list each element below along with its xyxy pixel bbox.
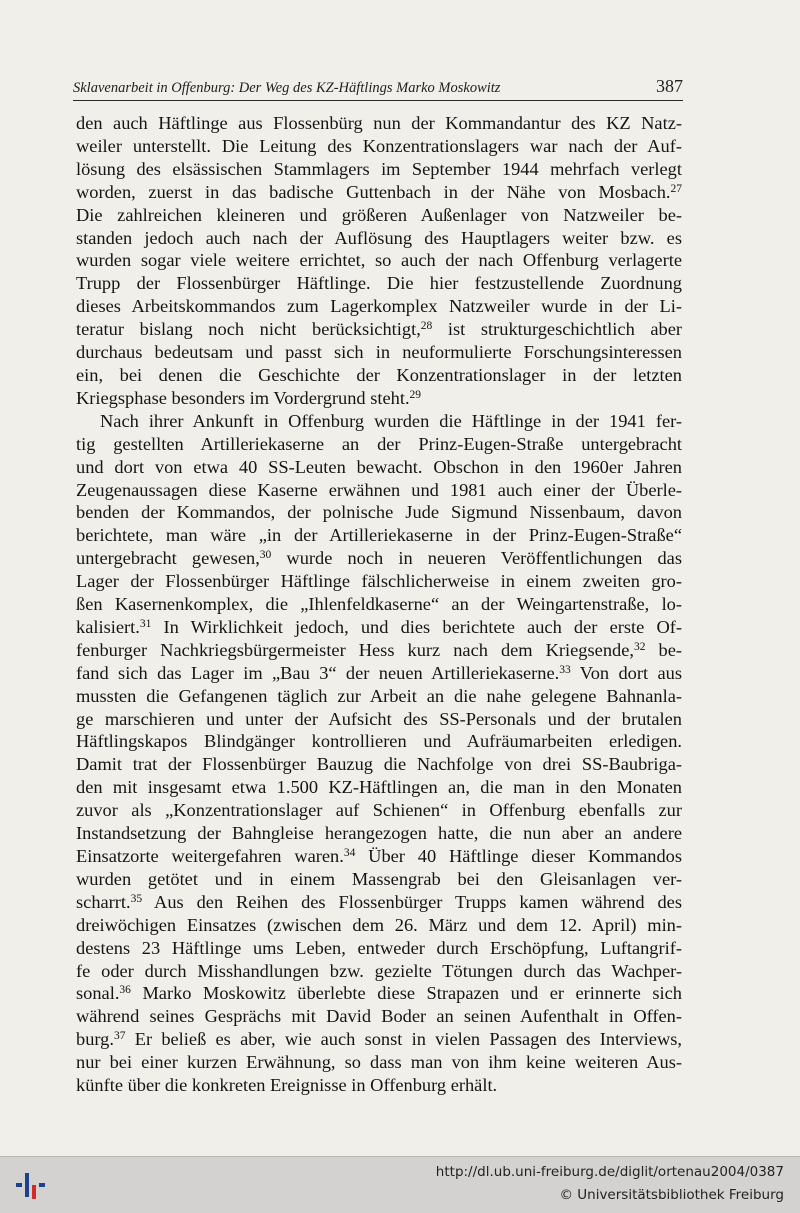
line-text: Nach ihrer Ankunft in Offenburg wurden die Häftlinge in der 1941 fer- — [100, 410, 682, 431]
text-line — [76, 570, 682, 593]
permalink-url[interactable]: http://dl.ub.uni-freiburg.de/diglit/ortenau2004/0387 — [435, 1164, 784, 1180]
text-line — [76, 1051, 682, 1074]
text-line — [76, 524, 682, 547]
line-text: benden der Kommandos, der polnische Jude Sigmund Nissenbaum, davon — [76, 502, 682, 523]
line-text: den mit insgesamt etwa 1.500 KZ-Häftlingen an, die man in den Monaten — [76, 777, 682, 798]
line-text: Häftlingskapos Blindgänger kontrollieren und Aufräumarbeiten erledigen. — [76, 731, 682, 752]
line-text-continued: In Wirklichkeit jedoch, und dies berichtete auch der erste Of- — [151, 616, 682, 637]
line-text: destens 23 Häftlinge ums Leben, entweder durch Erschöpfung, Luftangrif- — [76, 937, 682, 958]
line-text: worden, zuerst in das badische Guttenbach in der Nähe von Mosbach. — [76, 181, 671, 202]
text-line — [76, 708, 682, 731]
line-text: Trupp der Flossenbürger Häftlinge. Die hier festzustellende Zuordnung — [76, 273, 682, 294]
text-line — [76, 891, 682, 914]
line-text: sonal. — [76, 983, 120, 1004]
text-line — [76, 776, 682, 799]
footnote-marker: 28 — [420, 320, 433, 333]
line-text: Instandsetzung der Bahngleise herangezogen hatte, die nun aber an andere — [76, 823, 682, 844]
line-text: fe oder durch Misshandlungen bzw. gezielte Tötungen durch das Wachper- — [76, 960, 682, 981]
line-text: tig gestellten Artilleriekaserne an der Prinz-Eugen-Straße untergebracht — [76, 433, 682, 454]
text-line — [76, 204, 682, 227]
text-line — [76, 272, 682, 295]
line-text: Damit trat der Flossenbürger Bauzug die Nachfolge von drei SS-Baubriga- — [76, 754, 682, 775]
line-text: kalisiert. — [76, 616, 140, 637]
footnote-marker: 34 — [343, 847, 356, 859]
footnote-marker: 27 — [670, 182, 682, 195]
text-line — [76, 662, 682, 685]
text-line — [76, 295, 682, 318]
footnote-marker: 37 — [113, 1030, 126, 1043]
line-text: nur bei einer kurzen Erwähnung, so dass man von ihm keine weiteren Aus- — [76, 1052, 682, 1073]
text-line — [76, 501, 682, 524]
line-text: wurden sogar viele weitere errichtet, so auch der nach Offenburg verlagerte — [76, 250, 682, 271]
text-line — [76, 410, 682, 433]
line-text: zuvor als „Konzentrationslager auf Schienen“ in Offenburg ebenfalls zur — [76, 800, 682, 821]
text-line — [76, 868, 682, 891]
line-text: lösung des elsässischen Stammlagers im September 1944 mehrfach verlegt — [76, 158, 682, 179]
text-line — [76, 593, 682, 616]
text-line — [76, 914, 682, 937]
line-text: weiler unterstellt. Die Leitung des Konzentrationslagers war nach der Auf- — [76, 135, 682, 156]
line-text: Kriegsphase besonders im Vordergrund steht. — [76, 387, 410, 408]
line-text-continued: Marko Moskowitz überlebte diese Strapazen und er erinnerte sich — [130, 983, 682, 1004]
text-line — [76, 547, 682, 570]
line-text-continued: be- — [645, 639, 682, 660]
line-text: teratur bislang noch nicht berücksichtigt, — [76, 319, 421, 340]
text-line — [76, 364, 682, 387]
line-text: und dort von etwa 40 SS-Leuten bewacht. Obschon in den 1960er Jahren — [76, 456, 682, 477]
line-text: dieses Arbeitskommandos zum Lagerkomplex Natzweiler wurde in der Li- — [76, 296, 682, 317]
text-line — [76, 960, 682, 983]
line-text: Lager der Flossenbürger Häftlinge fälschlicherweise in einem zweiten gro- — [76, 571, 682, 592]
text-line — [76, 341, 682, 364]
running-title: Sklavenarbeit in Offenburg: Der Weg des KZ-Häftlings Marko Moskowitz — [73, 80, 501, 96]
text-line — [76, 685, 682, 708]
line-text: Einsatzorte weitergefahren waren. — [76, 846, 344, 866]
footnote-marker: 30 — [259, 549, 272, 562]
line-text: durchaus bedeutsam und passt sich in neuformulierte Forschungsinteressen — [76, 342, 682, 363]
footnote-marker: 33 — [559, 663, 571, 676]
text-line — [76, 982, 682, 1005]
text-line — [76, 112, 682, 135]
line-text: ein, bei denen die Geschichte der Konzentrationslager in der letzten — [76, 364, 682, 385]
line-text: ßen Kasernenkomplex, die „Ihlenfeldkaserne“ an der Weingartenstraße, lo- — [76, 594, 682, 615]
line-text: fand sich das Lager im „Bau 3“ der neuen Artilleriekaserne. — [76, 662, 560, 683]
text-line — [76, 158, 682, 181]
text-line — [76, 387, 682, 410]
text-line — [76, 1028, 682, 1051]
line-text-continued: Er beließ es aber, wie auch sonst in vielen Passagen des Interviews, — [125, 1029, 682, 1050]
footnote-marker: 31 — [139, 617, 152, 630]
text-line — [76, 616, 682, 639]
text-line — [76, 1005, 682, 1028]
running-head — [73, 76, 683, 101]
footnote-marker: 29 — [409, 388, 422, 401]
line-text-continued: Von dort aus — [570, 662, 683, 683]
line-text: scharrt. — [76, 891, 131, 912]
text-line — [76, 845, 682, 868]
footnote-marker: 32 — [633, 640, 646, 653]
text-line — [76, 318, 682, 341]
line-text: ge marschieren und unter der Aufsicht des SS-Personals und der brutalen — [76, 708, 682, 729]
text-line — [76, 479, 682, 502]
text-line — [76, 1074, 682, 1097]
line-text: Zeugenaussagen diese Kaserne erwähnen und 1981 auch einer der Überle- — [76, 479, 682, 500]
text-line — [76, 799, 682, 822]
text-line — [76, 822, 682, 845]
text-line — [76, 937, 682, 960]
line-text: während seines Gesprächs mit David Boder an seinen Aufenthalt in Offen- — [76, 1006, 682, 1027]
line-text: burg. — [76, 1029, 114, 1050]
line-text-continued: Über 40 Häftlinge dieser Kommandos — [355, 846, 682, 866]
line-text-continued: Aus den Reihen des Flossenbürger Trupps kamen während des — [142, 891, 682, 912]
text-line — [76, 227, 682, 250]
line-text: wurden getötet und in einem Massengrab bei den Gleisanlagen ver- — [76, 868, 682, 889]
ub-freiburg-logo-icon[interactable] — [14, 1169, 48, 1201]
text-line — [76, 433, 682, 456]
page-number: 387 — [656, 76, 683, 96]
line-text: berichtete, man wäre „in der Artilleriekaserne in der Prinz-Eugen-Straße“ — [76, 525, 682, 546]
line-text: den auch Häftlinge aus Flossenbürg nun der Kommandantur des KZ Natz- — [76, 113, 682, 133]
line-text: Die zahlreichen kleineren und größeren Außenlager von Natzweiler be- — [76, 204, 682, 225]
text-line — [76, 135, 682, 158]
line-text-continued: ist strukturgeschichtlich aber — [432, 319, 683, 340]
text-line — [76, 456, 682, 479]
copyright-notice: © Universitätsbibliothek Freiburg — [559, 1187, 784, 1203]
footnote-marker: 36 — [119, 984, 131, 997]
text-line — [76, 181, 682, 204]
text-line — [76, 730, 682, 753]
line-text: künfte über die konkreten Ereignisse in Offenburg erhält. — [76, 1075, 498, 1096]
text-line — [76, 639, 682, 662]
line-text-continued: wurde noch in neueren Veröffentlichungen das — [271, 548, 682, 569]
line-text: untergebracht gewesen, — [76, 548, 260, 569]
line-text: mussten die Gefangenen täglich zur Arbeit an die nahe gelegene Bahnanla- — [76, 685, 682, 706]
line-text: dreiwöchigen Einsatzes (zwischen dem 26. März und dem 12. April) min- — [76, 914, 682, 935]
footnote-marker: 35 — [130, 892, 143, 905]
text-line — [76, 249, 682, 272]
body-text — [76, 112, 682, 1097]
text-line — [76, 753, 682, 776]
viewer-footer — [0, 1156, 800, 1213]
line-text: fenburger Nachkriegsbürgermeister Hess kurz nach dem Kriegsende, — [76, 639, 634, 660]
line-text: standen jedoch auch nach der Auflösung des Hauptlagers weiter bzw. es — [76, 227, 682, 248]
